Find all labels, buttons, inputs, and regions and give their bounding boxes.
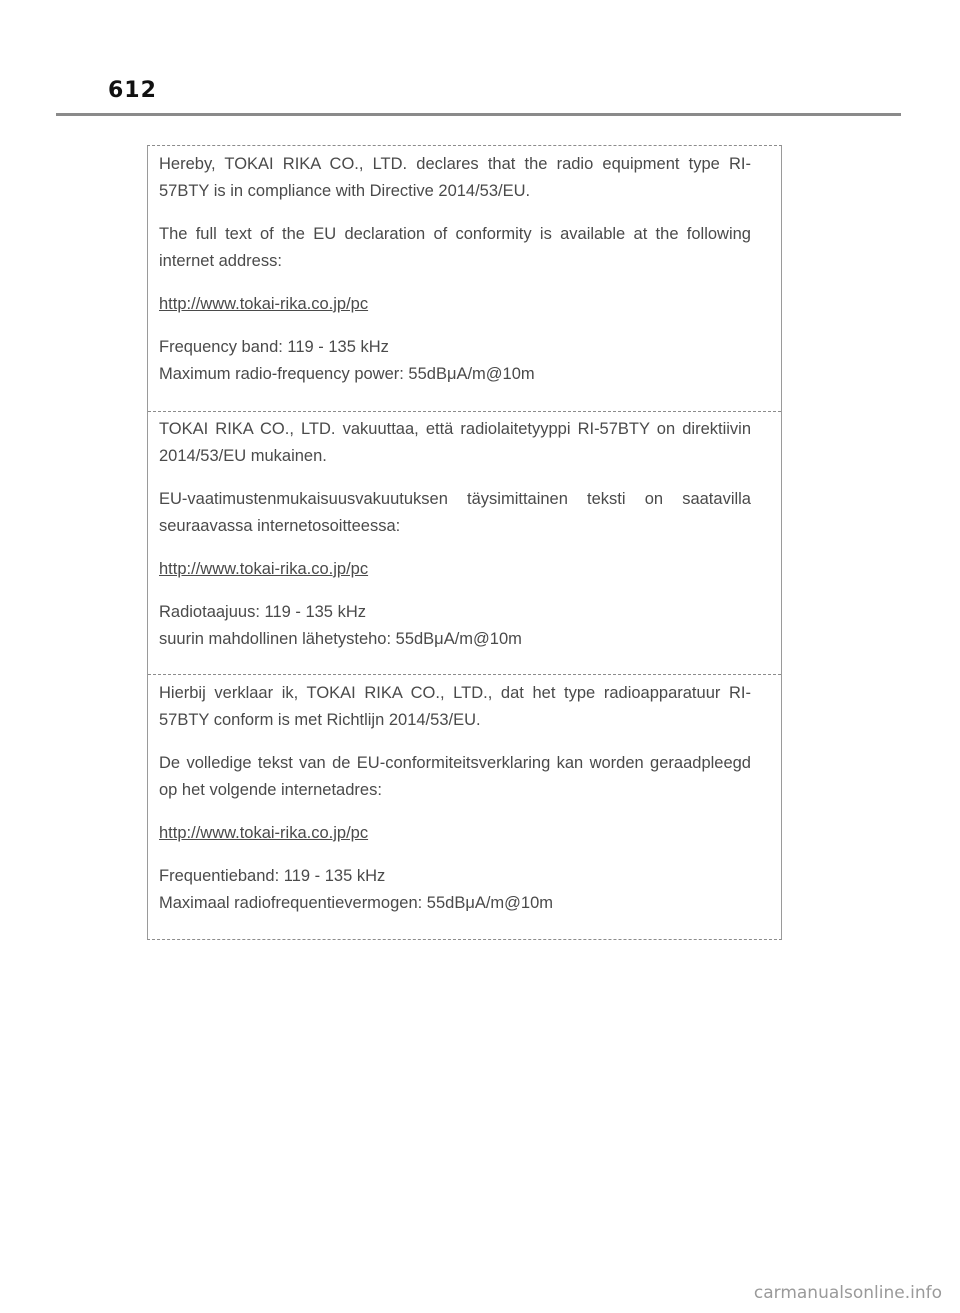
frequency-band-text: Radiotaajuus: 119 - 135 kHz (159, 603, 366, 621)
availability-text: EU-vaatimustenmukaisuusvakuutuksen täysimittainen teksti on saatavilla seuraavassa internetosoitteessa: (159, 490, 751, 535)
declaration-text: Hereby, TOKAI RIKA CO., LTD. declares that the radio equipment type RI-57BTY is in compliance with Directive 2014/53/EU. (159, 155, 751, 200)
site-watermark: carmanualsonline.info (753, 1283, 942, 1303)
max-power-text: Maximum radio-frequency power: 55dBμA/m@10m (159, 365, 535, 383)
declaration-url-link[interactable]: http://www.tokai-rika.co.jp/pc (159, 824, 369, 842)
declaration-url-link[interactable]: http://www.tokai-rika.co.jp/pc (159, 560, 369, 578)
frequency-band-text: Frequency band: 119 - 135 kHz (159, 338, 389, 356)
declaration-box (147, 145, 782, 940)
page-number: 612 (108, 78, 157, 103)
spacer (159, 847, 751, 863)
section-finnish (148, 411, 781, 674)
availability-text: The full text of the EU declaration of conformity is available at the following internet address: (159, 225, 751, 270)
frequency-band-text: Frequentieband: 119 - 135 kHz (159, 867, 386, 885)
declaration-text: TOKAI RIKA CO., LTD. vakuuttaa, että radiolaitetyyppi RI-57BTY on direktiivin 2014/53/EU mukainen. (159, 420, 751, 465)
section-english (148, 146, 781, 411)
spacer (159, 583, 751, 599)
declaration-text: Hierbij verklaar ik, TOKAI RIKA CO., LTD., dat het type radioapparatuur RI-57BTY conform is met Richtlijn 2014/53/EU. (159, 684, 751, 729)
section-dutch (148, 674, 781, 939)
max-power-text: Maximaal radiofrequentievermogen: 55dBμA/m@10m (159, 894, 554, 912)
header-rule (56, 113, 901, 116)
availability-text: De volledige tekst van de EU-conformiteitsverklaring kan worden geraadpleegd op het volgende internetadres: (159, 754, 751, 799)
declaration-url-link[interactable]: http://www.tokai-rika.co.jp/pc (159, 295, 369, 313)
spacer (159, 318, 751, 334)
max-power-text: suurin mahdollinen lähetysteho: 55dBμA/m@10m (159, 630, 522, 648)
